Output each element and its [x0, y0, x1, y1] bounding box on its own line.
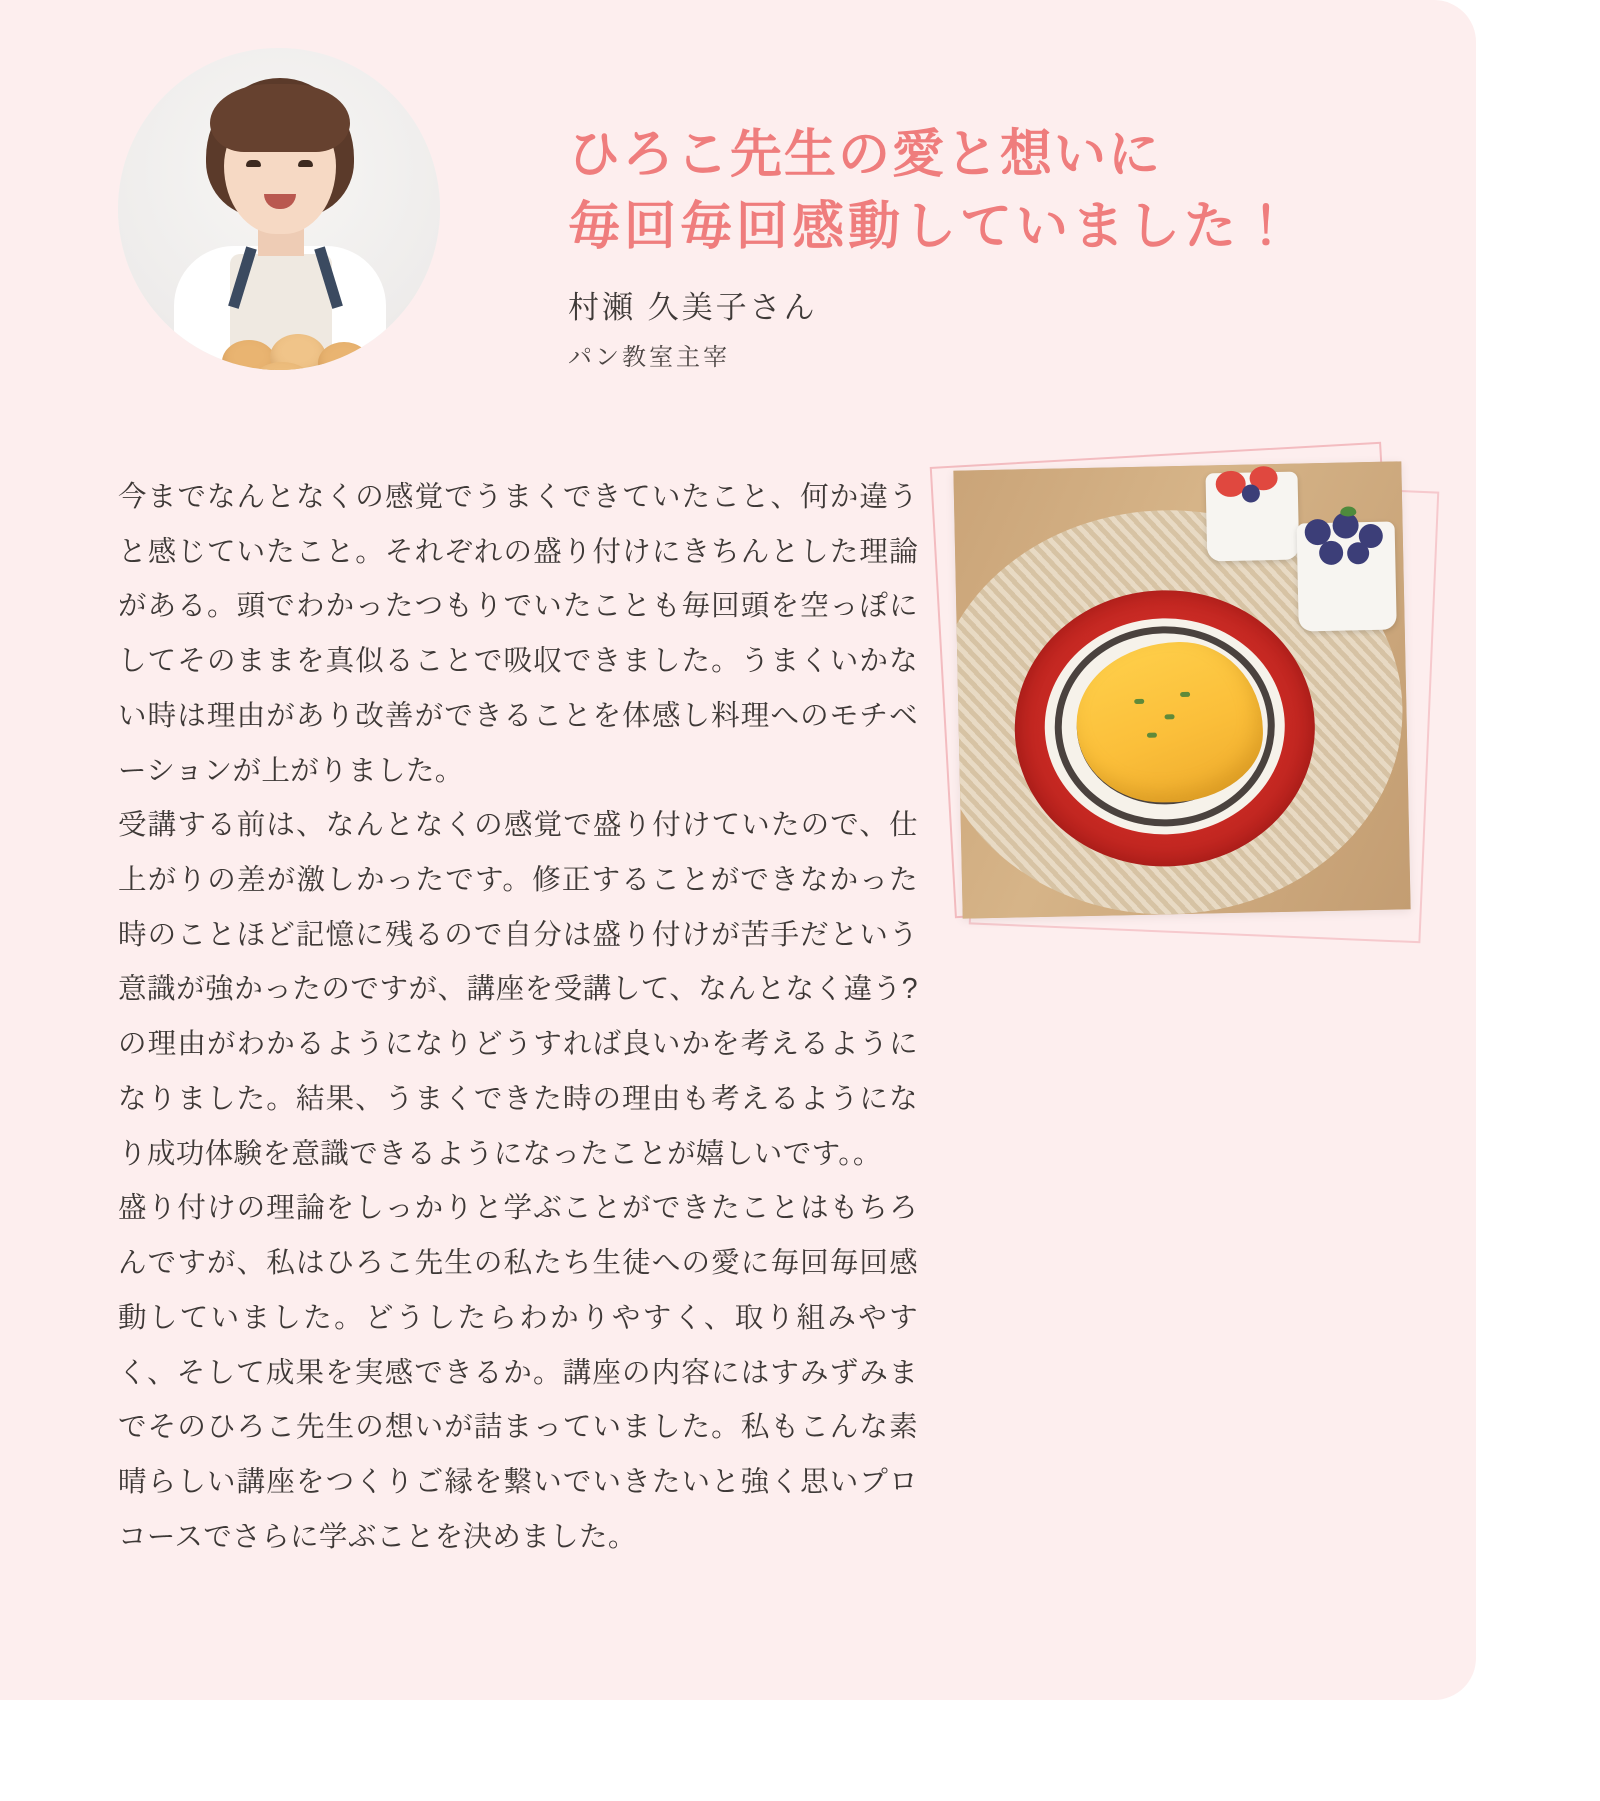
paragraph: 今までなんとなくの感覚でうまくできていたこと、何か違うと感じていたこと。それぞれの盛り付けにきちんとした理論がある。頭でわかったつもりでいたことも毎回頭を空っぽにしてそのままを真似ることで吸収できました。うまくいかない時は理由があり改善ができることを体感し料理へのモチベーションが上がりました。	[118, 481, 918, 787]
paragraph: 盛り付けの理論をしっかりと学ぶことができたことはもちろんですが、私はひろこ先生の私たち生徒への愛に毎回毎回感動していました。どうしたらわかりやすく、取り組みやすく、そして成果を実感できるか。講座の内容にはすみずみまでそのひろこ先生の想いが詰まっていました。私もこんな素晴らしい講座をつくりご縁を繋いでいきたいと強く思いプロコースでさらに学ぶことを決めました。	[118, 1192, 918, 1553]
testimonial-header	[118, 48, 1418, 398]
avatar	[118, 48, 440, 370]
avatar-illustration	[118, 48, 440, 370]
person-role: パン教室主宰	[568, 343, 730, 371]
dish-photo	[953, 461, 1410, 918]
headline-line-1: ひろこ先生の愛と想いに	[568, 126, 1163, 184]
page-title	[568, 120, 1428, 264]
paragraph: 受講する前は、なんとなくの感覚で盛り付けていたので、仕上がりの差が激しかったです。修正することができなかった時のことほど記憶に残るので自分は盛り付けが苦手だという意識が強かったのですが、講座を受講して、なんとなく違う?の理由がわかるようになりどうすれば良いかを考えるようになりました。結果、うまくできた時の理由も考えるようになり成功体験を意識できるようになったことが嬉しいです。。	[118, 809, 918, 1170]
dish-photo-container	[936, 448, 1436, 948]
testimonial-body	[118, 470, 918, 1564]
person-name: 村瀬 久美子さん	[568, 289, 818, 325]
header-text-block	[568, 120, 1428, 372]
headline-line-2: 毎回毎回感動していました！	[568, 197, 1297, 256]
